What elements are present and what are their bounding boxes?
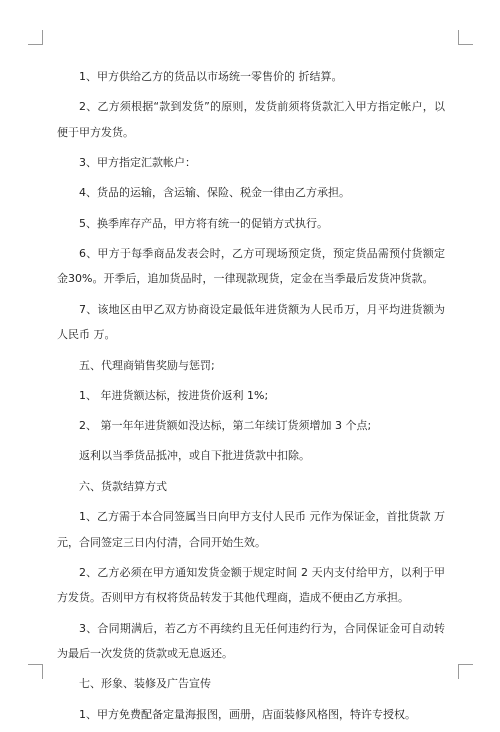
paragraph: 1、甲方免费配备定量海报图，画册，店面装修风格图，特许专授权。 [79,707,416,721]
paragraph: 3、甲方指定汇款帐户： [79,156,196,170]
crop-mark-bottom-right [458,664,473,679]
section-heading: 六、货款结算方式 [79,479,167,493]
paragraph: 4、货品的运输，含运输、保险、税金一律由乙方承担。 [79,186,350,200]
paragraph: 7、该地区由甲乙双方协商设定最低年进货额为人民币万，月平均进货额为人民币 万。 [57,302,445,342]
paragraph: 1、 年进货额达标，按进货价返利 1%; [79,388,269,402]
document-body [57,64,445,732]
section-heading: 七、形象、装修及广告宣传 [79,677,211,691]
paragraph: 2、乙方必须在甲方通知发货金额于规定时间 2 天内支付给甲方，以利于甲方发货。否则甲方有权将货品转发于其他代理商，造成不便由乙方承担。 [57,565,445,605]
paragraph: 2、 第一年年进货额如没达标，第二年续订货须增加 3 个点; [79,419,372,433]
paragraph: 1、甲方供给乙方的货品以市场统一零售价的 折结算。 [79,70,343,83]
paragraph: 3、合同期满后，若乙方不再续约且无任何违约行为，合同保证金可自动转为最后一次发货的货款或无息返还。 [57,621,445,661]
paragraph: 6、甲方于每季商品发表会时，乙方可现场预定货，预定货品需预付货额定金30%。开季后，追加货品时，一律现款现货，定金在当季最后发货冲货款。 [57,246,445,286]
paragraph: 返利以当季货品抵冲，或自下批进货款中扣除。 [79,449,310,463]
crop-mark-top-left [28,30,43,45]
paragraph: 5、换季库存产品，甲方将有统一的促销方式执行。 [79,216,328,230]
crop-mark-top-right [458,30,473,45]
crop-mark-bottom-left [28,664,43,679]
paragraph: 1、乙方需于本合同签属当日向甲方支付人民币 元作为保证金，首批货款 万元，合同签定三日内付清，合同开始生效。 [57,510,445,549]
section-heading: 五、代理商销售奖励与惩罚; [79,358,215,372]
paragraph: 2、乙方须根据“款到发货”的原则，发货前须将货款汇入甲方指定帐户，以便于甲方发货。 [57,100,445,139]
